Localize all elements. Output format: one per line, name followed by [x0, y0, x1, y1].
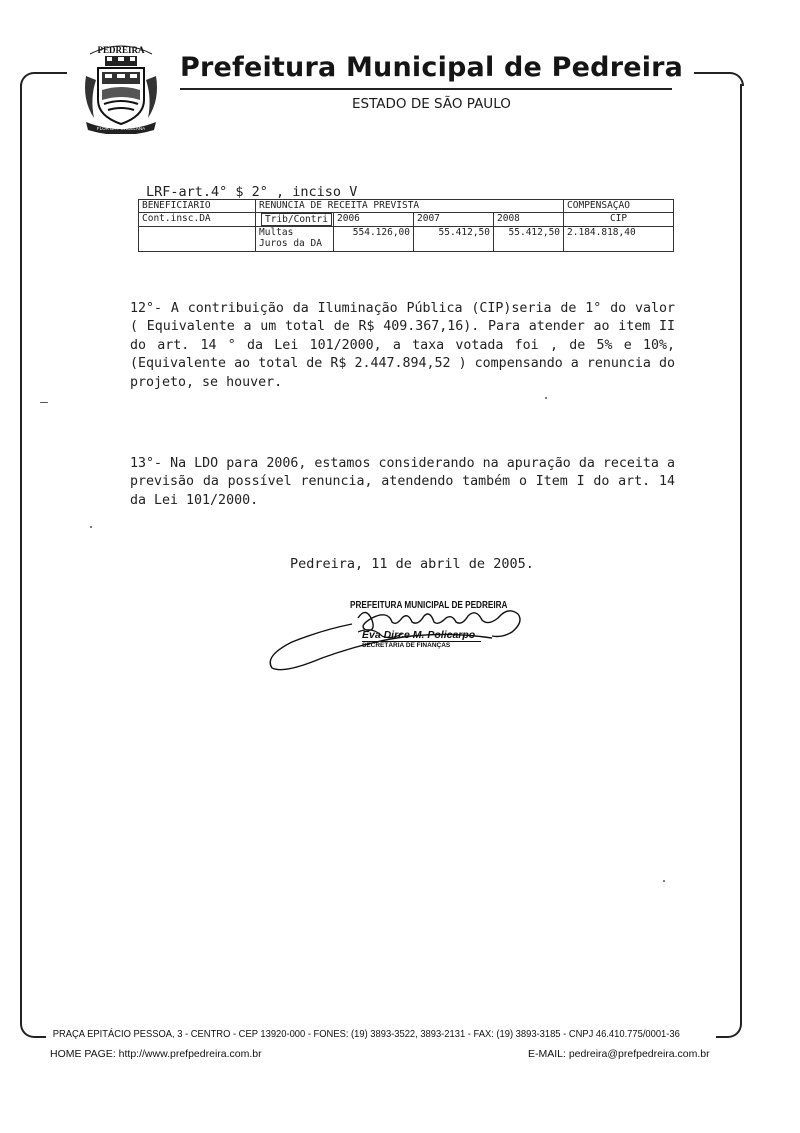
page-border: [20, 1022, 46, 1038]
table-header-cell: BENEFICIARIO: [139, 200, 256, 213]
table-cell: Cont.insc.DA: [139, 213, 256, 227]
coat-of-arms-icon: [80, 40, 162, 134]
table-cell: [139, 227, 256, 252]
table-cell: [256, 213, 334, 227]
page-title: Prefeitura Municipal de Pedreira: [180, 52, 684, 83]
emblem-bottom-text: FLOR DA PORCELANA: [96, 126, 146, 131]
emblem-top-text: PEDREIRA: [97, 45, 145, 55]
table-cell: 2.184.818,40: [564, 227, 674, 252]
place-date: Pedreira, 11 de abril de 2005.: [290, 556, 534, 572]
signature-stamp-org: PREFEITURA MUNICIPAL DE PEDREIRA: [350, 600, 508, 611]
tributo-line: Multas: [259, 227, 294, 238]
footer-homepage: HOME PAGE: http://www.prefpedreira.com.br: [50, 1048, 262, 1060]
table-cell: 2006: [334, 213, 414, 227]
table-header-cell: RENUNCIA DE RECEITA PREVISTA: [256, 200, 564, 213]
table-cell: 554.126,00: [334, 227, 414, 252]
table-row: [139, 213, 674, 227]
table-cell: 55.412,50: [414, 227, 494, 252]
page-border: [716, 1022, 742, 1038]
tributo-label: Trib/Contri: [261, 213, 332, 226]
paragraph-item-12: 12°- A contribuição da Iluminação Pública (CIP)seria de 1° do valor ( Equivalente a um total de R$ 409.367,16). Para atender ao item II do art. 14 ° da Lei 101/2000, a taxa votada foi , de 5% e 10%,(Equivalente ao total de R$ 2.447.894,52 ) compensando a renuncia do projeto, se houver.: [130, 301, 675, 390]
table-cell: 2007: [414, 213, 494, 227]
header-divider: [180, 88, 672, 90]
paragraph-item-13: 13°- Na LDO para 2006, estamos considerando na apuração da receita a previsão da possível renuncia, atendendo também o Item I do art. 14 da Lei 101/2000.: [130, 456, 675, 508]
page-border: [20, 84, 22, 1024]
table-cell: 55.412,50: [494, 227, 564, 252]
table-cell: 2008: [494, 213, 564, 227]
page-border: [740, 84, 742, 1024]
lrf-reference: LRF-art.4° $ 2° , inciso V: [146, 184, 358, 200]
scan-speck: [40, 402, 48, 403]
signature-name: Eva Dirce M. Policarpo: [362, 629, 481, 642]
footer-address: PRAÇA EPITÁCIO PESSOA, 3 - CENTRO - CEP 13920-000 - FONES: (19) 3893-3522, 3893-2131 - FAX: (19) 3893-3185 - CNPJ 46.410.775/0001-36: [50, 1029, 683, 1040]
footer-email: E-MAIL: pedreira@prefpedreira.com.br: [528, 1048, 710, 1060]
signature-role: SECRETÁRIA DE FINANÇAS: [362, 642, 451, 649]
page-border: [20, 72, 67, 86]
scan-speck: [545, 397, 547, 399]
page-border: [694, 72, 744, 86]
table-header-row: [139, 200, 674, 213]
table-cell: [256, 227, 334, 252]
renuncia-table: [138, 199, 674, 252]
scan-speck: [663, 880, 665, 882]
table-header-cell: COMPENSAÇÃO: [564, 200, 674, 213]
tributo-line: Juros da DA: [259, 238, 322, 249]
page-subtitle: ESTADO DE SÃO PAULO: [352, 96, 511, 112]
table-row: [139, 227, 674, 252]
table-cell: CIP: [564, 213, 674, 227]
scan-speck: [90, 526, 92, 528]
